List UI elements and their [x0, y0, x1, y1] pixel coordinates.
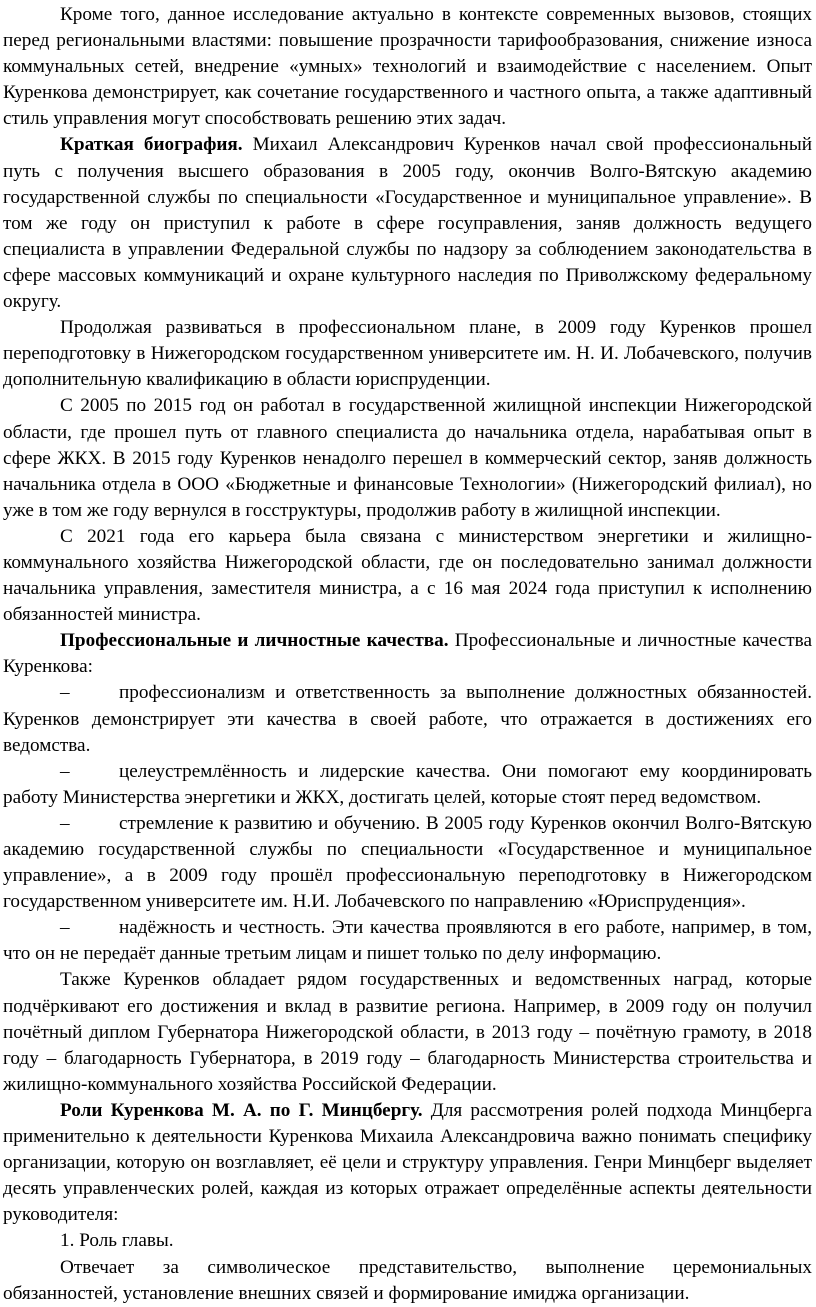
paragraph-text: С 2005 по 2015 год он работал в государственной жилищной инспекции Нижегородской области, где прошел путь от главного специалиста до начальника отдела, нарабатывая опыт в сфере ЖКХ. В 2015 году Куренков ненадолго перешел в коммерческий сектор, заняв должность начальника отдела в ООО «Бюджетные и финансовые Технологии» (Нижегородский филиал), но уже в том же году вернулся в госструктуры, продолжив работу в жилищной инспекции. [3, 395, 812, 521]
bullet-dash: – [60, 812, 70, 834]
paragraph-text: С 2021 года его карьера была связана с министерством энергетики и жилищно-коммунального хозяйства Нижегородской области, где он последовательно занимал должности начальника управления, заместителя министра, а с 16 мая 2024 года приступил к исполнению обязанностей министра. [3, 525, 812, 626]
paragraph-text: Для рассмотрения ролей подхода Минцберга применительно к деятельности Куренкова Михаила Александровича важно понимать специфику организации, которую он возглавляет, её цели и структуру управления. Генри Минцберг выделяет десять управленческих ролей, каждая из которых отражает определённые аспекты деятельности руководителя: [3, 1099, 812, 1226]
list-item [3, 680, 812, 758]
paragraph-text: Михаил Александрович Куренков начал свой профессиональный путь с получения высшего образования в 2005 году, окончив Волго-Вятскую академию государственной службы по специальности «Государственное и муниципальное управление». В том же году он приступил к работе в сфере госуправления, заняв должность ведущего специалиста в управлении Федеральной службы по надзору за соблюдением законодательства в сфере массовых коммуникаций и охране культурного наследия по Приволжскому федеральному округу. [3, 134, 812, 313]
list-item [3, 759, 812, 811]
paragraph-biography [3, 132, 812, 315]
paragraph-awards [3, 967, 812, 1097]
paragraph-housing-inspection [3, 393, 812, 523]
list-item [3, 811, 812, 915]
paragraph-text: Кроме того, данное исследование актуально в контексте современных вызовов, стоящих перед региональными властями: повышение прозрачности тарифообразования, снижение износа коммунальных сетей, внедрение «умных» технологий и взаимодействие с населением. Опыт Куренкова демонстрирует, как сочетание государственного и частного опыта, а также адаптивный стиль управления могут способствовать решению этих задач. [3, 4, 812, 130]
bullet-dash: – [60, 682, 70, 704]
paragraph-text: Также Куренков обладает рядом государственных и ведомственных наград, которые подчёркивают его достижения и вклад в развитие региона. Например, в 2009 году он получил почётный диплом Губернатора Нижегородской области, в 2013 году – почётную грамоту, в 2018 году – благодарность Губернатора, в 2019 году – благодарность Министерства строительства и жилищно-коммунального хозяйства Российской Федерации. [3, 969, 812, 1095]
paragraph-ministry-career [3, 524, 812, 628]
section-heading-mintzberg: Роли Куренкова М. А. по Г. Минцбергу. [60, 1099, 423, 1121]
section-heading-qualities: Профессиональные и личностные качества. [60, 630, 449, 652]
list-item-text: целеустремлённость и лидерские качества. Они помогают ему координировать работу Министерства энергетики и ЖКХ, достигать целей, которые стоят перед ведомством. [3, 760, 812, 808]
paragraph-role-title [3, 1228, 812, 1254]
paragraph-retraining [3, 315, 812, 393]
paragraph-text: Отвечает за символическое представительство, выполнение церемониальных обязанностей, установление внешних связей и формирование имиджа организации. [3, 1256, 812, 1304]
paragraph-text: 1. Роль главы. [60, 1230, 174, 1252]
section-heading-biography: Краткая биография. [60, 134, 243, 156]
list-item [3, 915, 812, 967]
bullet-dash: – [60, 917, 70, 939]
paragraph-text: Профессиональные и личностные качества Куренкова: [3, 630, 813, 678]
list-item-text: стремление к развитию и обучению. В 2005 году Куренков окончил Волго-Вятскую академию государственной службы по специальности «Государственное и муниципальное управление», а в 2009 году прошёл профессиональную переподготовку в Нижегородском государственном университете им. Н.И. Лобачевского по направлению «Юриспруденция». [3, 812, 812, 913]
paragraph-mintzberg-roles [3, 1098, 812, 1228]
list-item-text: профессионализм и ответственность за выполнение должностных обязанностей. Куренков демонстрирует эти качества в своей работе, что отражается в достижениях его ведомства. [3, 682, 812, 756]
paragraph-text: Продолжая развиваться в профессиональном плане, в 2009 году Куренков прошел переподготовку в Нижегородском государственном университете им. Н. И. Лобачевского, получив дополнительную квалификацию в области юриспруденции. [3, 317, 812, 391]
paragraph-context [3, 2, 812, 132]
paragraph-role-description [3, 1255, 812, 1307]
paragraph-qualities-intro [3, 628, 812, 680]
bullet-dash: – [60, 760, 70, 782]
list-item-text: надёжность и честность. Эти качества проявляются в его работе, например, в том, что он не передаёт данные третьим лицам и пишет только по делу информацию. [3, 917, 812, 965]
